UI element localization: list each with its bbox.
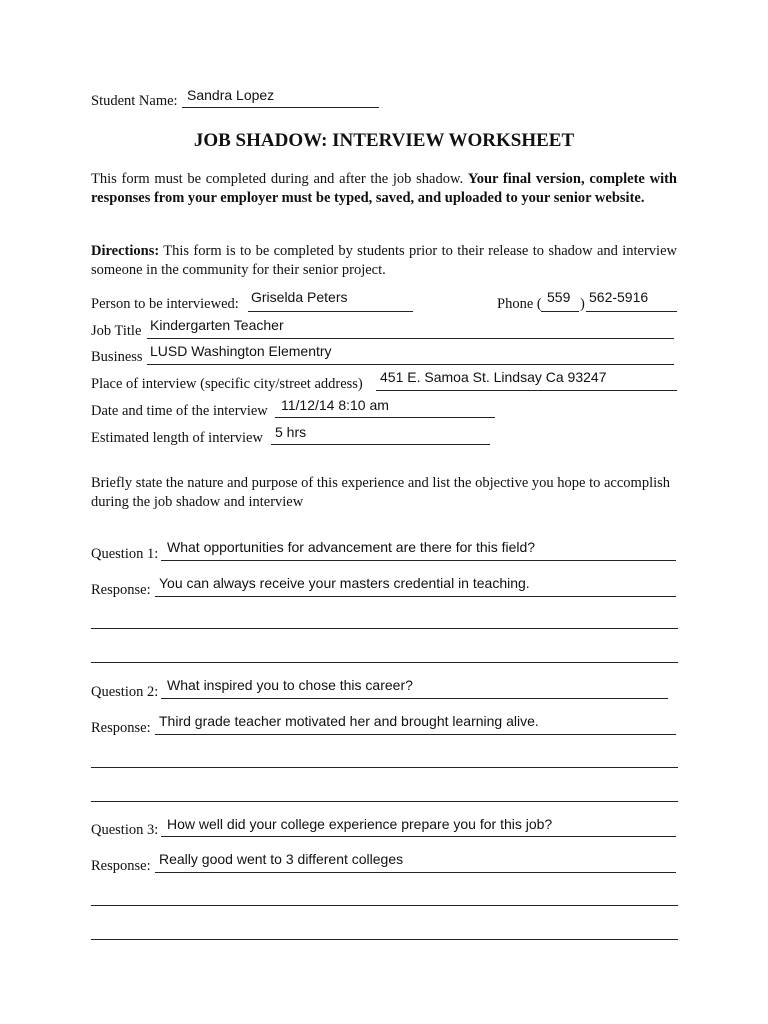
- phone-number-underline: [586, 311, 677, 312]
- job-title-field[interactable]: Kindergarten Teacher: [150, 317, 284, 333]
- phone-area-field[interactable]: 559: [547, 289, 571, 305]
- student-name-label: Student Name:: [91, 93, 178, 109]
- person-field[interactable]: Griselda Peters: [251, 289, 348, 305]
- question-1-label: Question 1:: [91, 546, 159, 562]
- intro-text: This form must be completed during and after the job shadow.: [91, 171, 468, 187]
- place-field[interactable]: 451 E. Samoa St. Lindsay Ca 93247: [380, 369, 607, 385]
- question-2-field[interactable]: What inspired you to chose this career?: [167, 677, 413, 693]
- place-underline: [376, 390, 677, 391]
- response-3-label: Response:: [91, 858, 151, 874]
- question-2-underline: [161, 698, 668, 699]
- directions-paragraph: [91, 242, 677, 280]
- phone-close-paren: ): [580, 296, 585, 312]
- directions-text: This form is to be completed by students prior to their release to shadow and interview someone in the community for their senior project.: [91, 243, 677, 278]
- datetime-label: Date and time of the interview: [91, 403, 268, 419]
- response-3-extra-line: [91, 905, 678, 906]
- business-underline: [147, 364, 674, 365]
- question-1-underline: [161, 560, 676, 561]
- phone-area-underline: [541, 311, 579, 312]
- response-1-label: Response:: [91, 582, 151, 598]
- response-2-underline: [155, 734, 676, 735]
- response-1-extra-line: [91, 662, 678, 663]
- person-underline: [248, 311, 413, 312]
- length-field[interactable]: 5 hrs: [275, 424, 307, 440]
- business-field[interactable]: LUSD Washington Elementry: [150, 343, 332, 359]
- student-name-underline: [182, 107, 379, 108]
- business-label: Business: [91, 349, 143, 365]
- intro-paragraph: [91, 170, 677, 208]
- datetime-underline: [275, 417, 495, 418]
- question-3-field[interactable]: How well did your college experience prepare you for this job?: [167, 816, 553, 832]
- response-3-extra-line: [91, 939, 678, 940]
- directions-label: Directions:: [91, 243, 160, 259]
- job-title-underline: [147, 338, 674, 339]
- intro-bold-text: Your final version, complete with responses from your employer must be typed, saved, and uploaded to your senior website.: [91, 171, 677, 206]
- question-3-underline: [161, 836, 676, 837]
- response-1-field[interactable]: You can always receive your masters credential in teaching.: [159, 575, 530, 591]
- response-1-extra-line: [91, 628, 678, 629]
- student-name-field[interactable]: Sandra Lopez: [187, 87, 275, 103]
- length-underline: [271, 444, 490, 445]
- response-3-field[interactable]: Really good went to 3 different colleges: [159, 851, 404, 867]
- job-title-label: Job Title: [91, 323, 142, 339]
- response-2-field[interactable]: Third grade teacher motivated her and brought learning alive.: [159, 713, 539, 729]
- phone-label: Phone (: [497, 296, 542, 312]
- question-2-label: Question 2:: [91, 684, 159, 700]
- place-label: Place of interview (specific city/street address): [91, 376, 363, 392]
- datetime-field[interactable]: 11/12/14 8:10 am: [281, 397, 389, 413]
- response-2-label: Response:: [91, 720, 151, 736]
- phone-number-field[interactable]: 562-5916: [589, 289, 649, 305]
- response-2-extra-line: [91, 767, 678, 768]
- response-3-underline: [155, 872, 676, 873]
- page-title: JOB SHADOW: INTERVIEW WORKSHEET: [193, 130, 575, 151]
- length-label: Estimated length of interview: [91, 430, 263, 446]
- response-1-underline: [155, 596, 676, 597]
- person-label: Person to be interviewed:: [91, 296, 239, 312]
- response-2-extra-line: [91, 801, 678, 802]
- question-1-field[interactable]: What opportunities for advancement are there for this field?: [167, 539, 536, 555]
- brief-instruction: Briefly state the nature and purpose of this experience and list the objective you hope to accomplish during the job shadow and interview: [91, 475, 671, 510]
- question-3-label: Question 3:: [91, 822, 159, 838]
